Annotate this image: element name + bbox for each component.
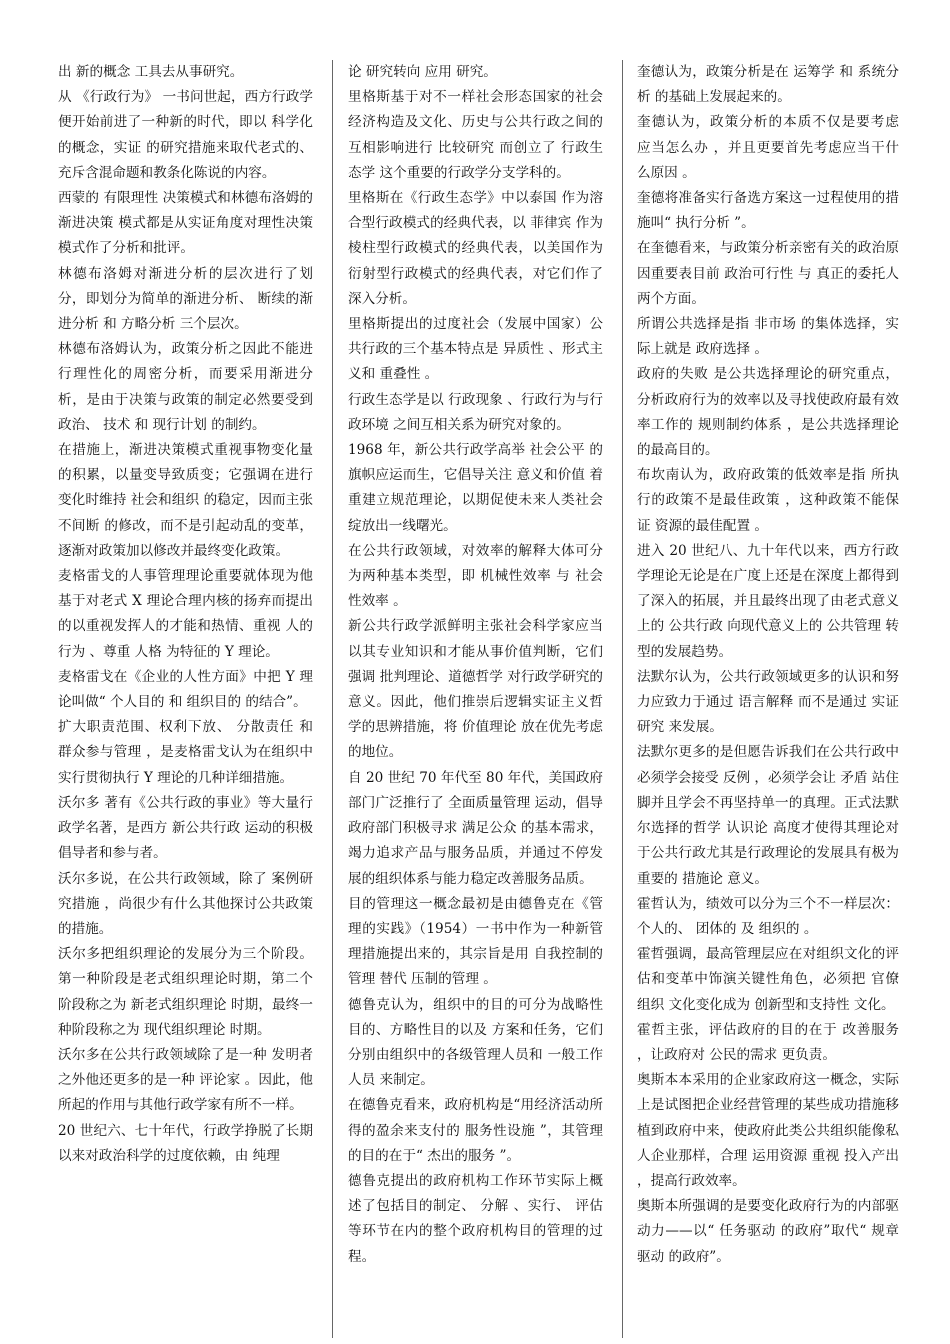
text-column-2 bbox=[348, 60, 603, 1335]
paragraph: 林德布洛姆对渐进分析的层次进行了划分，即划分为简单的渐进分析、 断续的渐进分析 和 方略分析 三个层次。 bbox=[58, 265, 313, 333]
paragraph: 沃尔多在公共行政领域除了是一种 发明者 之外他还更多的是一种 评论家 。因此，他所起的作用与其他行政学家有所不一样。 bbox=[58, 1046, 313, 1114]
paragraph: 自 20 世纪 70 年代至 80 年代，美国政府部门广泛推行了 全面质量管理 运动，倡导政府部门积极寻求 满足公众 的基本需求，竭力追求产品与服务品质，并通过不停发展的组织体系与能力稳定改善服务品质。 bbox=[348, 769, 603, 887]
paragraph: 所谓公共选择是指 非市场 的集体选择，实际上就是 政府选择 。 bbox=[637, 316, 899, 358]
paragraph: 霍哲认为，绩效可以分为三个不一样层次：个人的、 团体的 及 组织的 。 bbox=[637, 895, 899, 937]
paragraph: 1968 年，新公共行政学高举 社会公平 的旗帜应运而生，它倡导关注 意义和价值 着重建立规范理论，以期促使未来人类社会绽放出一线曙光。 bbox=[348, 442, 603, 534]
paragraph: 奎德认为，政策分析是在 运筹学 和 系统分析 的基础上发展起来的。 bbox=[637, 64, 899, 106]
column-divider bbox=[622, 60, 623, 1338]
paragraph: 麦格雷戈在《企业的人性方面》中把 Y 理论叫做“ 个人目的 和 组织目的 的结合”。 bbox=[58, 668, 313, 711]
paragraph: 布坎南认为，政府政策的低效率是指 所执行的政策不是最佳政策 ，这种政策不能保证 资源的最佳配置 。 bbox=[637, 467, 899, 534]
paragraph: 奥斯本所强调的是要变化政府行为的内部驱动力——以“ 任务驱动 的政府”取代“ 规章驱动 的政府”。 bbox=[637, 1198, 899, 1265]
text-column-1 bbox=[58, 60, 313, 1335]
paragraph: 法默尔认为，公共行政领域更多的认识和努力应致力于通过 语言解释 而不是通过 实证研究 来发展。 bbox=[637, 668, 899, 736]
paragraph: 林德布洛姆认为，政策分析之因此不能进行理性化的周密分析，而要采用渐进分析，是由于决策与政策的制定必然要受到政治、 技术 和 现行计划 的制约。 bbox=[58, 341, 313, 433]
paragraph: 进入 20 世纪八、九十年代以来，西方行政学理论无论是在广度上还是在深度上都得到了深入的拓展，并且最终出现了由老式意义上的 公共行政 向现代意义上的 公共管理 转型的发展趋势。 bbox=[637, 542, 899, 660]
paragraph: 里格斯基于对不一样社会形态国家的社会经济构造及文化、历史与公共行政之间的互相影响进行 比较研究 而创立了 行政生态学 这个重要的行政学分支学科的。 bbox=[348, 89, 603, 181]
paragraph: 在措施上，渐进决策模式重视事物变化量的积累，以量变导致质变；它强调在进行变化时维持 社会和组织 的稳定，因而主张 不间断 的修改，而不是引起动乱的变革，逐渐对政策加以修改并最终变化政策。 bbox=[58, 442, 313, 559]
paragraph: 德鲁克认为，组织中的目的可分为战略性目的、方略性目的以及 方案和任务，它们分别由组织中的各级管理人员和 一般工作人员 来制定。 bbox=[348, 996, 603, 1089]
paragraph: 奎德认为，政策分析的本质不仅是要考虑 应当怎么办 ，并且更要首先考虑应当干什么原因 。 bbox=[637, 114, 899, 181]
paragraph: 扩大职责范围、权利下放、 分散责任 和 群众参与管理 ，是麦格雷戈认为在组织中实行贯彻执行 Y 理论的几种详细措施。 bbox=[58, 719, 313, 786]
paragraph: 里格斯在《行政生态学》中以泰国 作为溶合型行政模式的经典代表，以 菲律宾 作为棱柱型行政模式的经典代表，以美国作为衍射型行政模式的经典代表，对它们作了深入分析。 bbox=[348, 190, 603, 307]
paragraph: 沃尔多说，在公共行政领域，除了 案例研究措施 ，尚很少有什么其他探讨公共政策的措施。 bbox=[58, 870, 313, 937]
paragraph: 麦格雷戈的人事管理理论重要就体现为他基于对老式 X 理论合理内核的扬弃而提出的以重视发挥人的才能和热情、重视 人的行为 、尊重 人格 为特征的 Y 理论。 bbox=[58, 568, 313, 660]
paragraph: 在德鲁克看来，政府机构是“用经济活动所得的盈余来支付的 服务性设施 ”，其管理的目的在于“ 杰出的服务 ”。 bbox=[348, 1097, 603, 1164]
paragraph: 西蒙的 有限理性 决策模式和林德布洛姆的 渐进决策 模式都是从实证角度对理性决策模式作了分析和批评。 bbox=[58, 190, 313, 257]
column-divider bbox=[332, 60, 333, 1338]
paragraph: 奥斯本本采用的企业家政府这一概念，实际上是试图把企业经营管理的某些成功措施移植到政府中来，使政府此类公共组织能像私人企业那样，合理 运用资源 重视 投入产出 ，提高行政效率。 bbox=[637, 1072, 899, 1189]
paragraph: 论 研究转向 应用 研究。 bbox=[348, 64, 497, 80]
paragraph: 政府的失败 是公共选择理论的研究重点，分析政府行为的效率以及寻找使政府最有效率工作的 规则制约体系 ，是公共选择理论的最高目的。 bbox=[637, 366, 899, 459]
paragraph: 目的管理这一概念最初是由德鲁克在《管理的实践》（1954）一书中作为一种新管理措施提出来的，其宗旨是用 自我控制的管理 替代 压制的管理 。 bbox=[348, 895, 603, 988]
paragraph: 里格斯提出的过度社会（发展中国家）公共行政的三个基本特点是 异质性 、形式主义和 重叠性 。 bbox=[348, 316, 603, 383]
paragraph: 法默尔更多的是但愿告诉我们在公共行政中必须学会接受 反例 ，必须学会让 矛盾 站住脚并且学会不再坚持单一的真理。正式法默尔选择的哲学 认识论 高度才使得其理论对于公共行政尤其是行政理论的发展具有极为重要的 措施论 意义。 bbox=[637, 744, 899, 887]
paragraph: 沃尔多把组织理论的发展分为三个阶段。第一种阶段是老式组织理论时期，第二个阶段称之为 新老式组织理论 时期，最终一种阶段称之为 现代组织理论 时期。 bbox=[58, 946, 313, 1038]
paragraph: 奎德将准备实行备选方案这一过程使用的措施叫“ 执行分析 ”。 bbox=[637, 190, 899, 232]
paragraph: 在公共行政领域，对效率的解释大体可分为两种基本类型，即 机械性效率 与 社会性效率 。 bbox=[348, 542, 603, 610]
paragraph: 20 世纪六、七十年代，行政学挣脱了长期以来对政治科学的过度依赖，由 纯理 bbox=[58, 1122, 313, 1164]
paragraph: 沃尔多 著有《公共行政的事业》等大量行政学名著，是西方 新公共行政 运动的积极倡导者和参与者。 bbox=[58, 794, 313, 862]
paragraph: 行政生态学是以 行政现象 、行政行为与行政环境 之间互相关系为研究对象的。 bbox=[348, 391, 603, 433]
paragraph: 新公共行政学派鲜明主张社会科学家应当以其专业知识和才能从事价值判断，它们强调 批判理论、道德哲学 对行政学研究的意义。因此，他们推崇后逻辑实证主义哲学的思辨措施，将 价值理论 放在优先考虑的地位。 bbox=[348, 618, 603, 761]
paragraph: 在奎德看来，与政策分析亲密有关的政治原因重要表目前 政治可行性 与 真正的委托人 两个方面。 bbox=[637, 240, 899, 307]
paragraph: 德鲁克提出的政府机构工作环节实际上概述了包括目的制定、 分解 、实行、 评估 等环节在内的整个政府机构目的管理的过程。 bbox=[348, 1172, 603, 1265]
text-column-3 bbox=[637, 60, 899, 1335]
paragraph: 从 《行政行为》 一书问世起，西方行政学便开始前进了一种新的时代，即以 科学化的概念，实证 的研究措施来取代老式的、充斥含混命题和教条化陈说的内容。 bbox=[58, 89, 313, 181]
paragraph: 出 新的概念 工具去从事研究。 bbox=[58, 64, 244, 80]
paragraph: 霍哲主张，评估政府的目的在于 改善服务 ，让政府对 公民的需求 更负责。 bbox=[637, 1021, 899, 1063]
paragraph: 霍哲强调，最高管理层应在对组织文化的评估和变革中饰演关键性角色，必须把 官僚组织 文化变化成为 创新型和支持性 文化。 bbox=[637, 946, 899, 1013]
